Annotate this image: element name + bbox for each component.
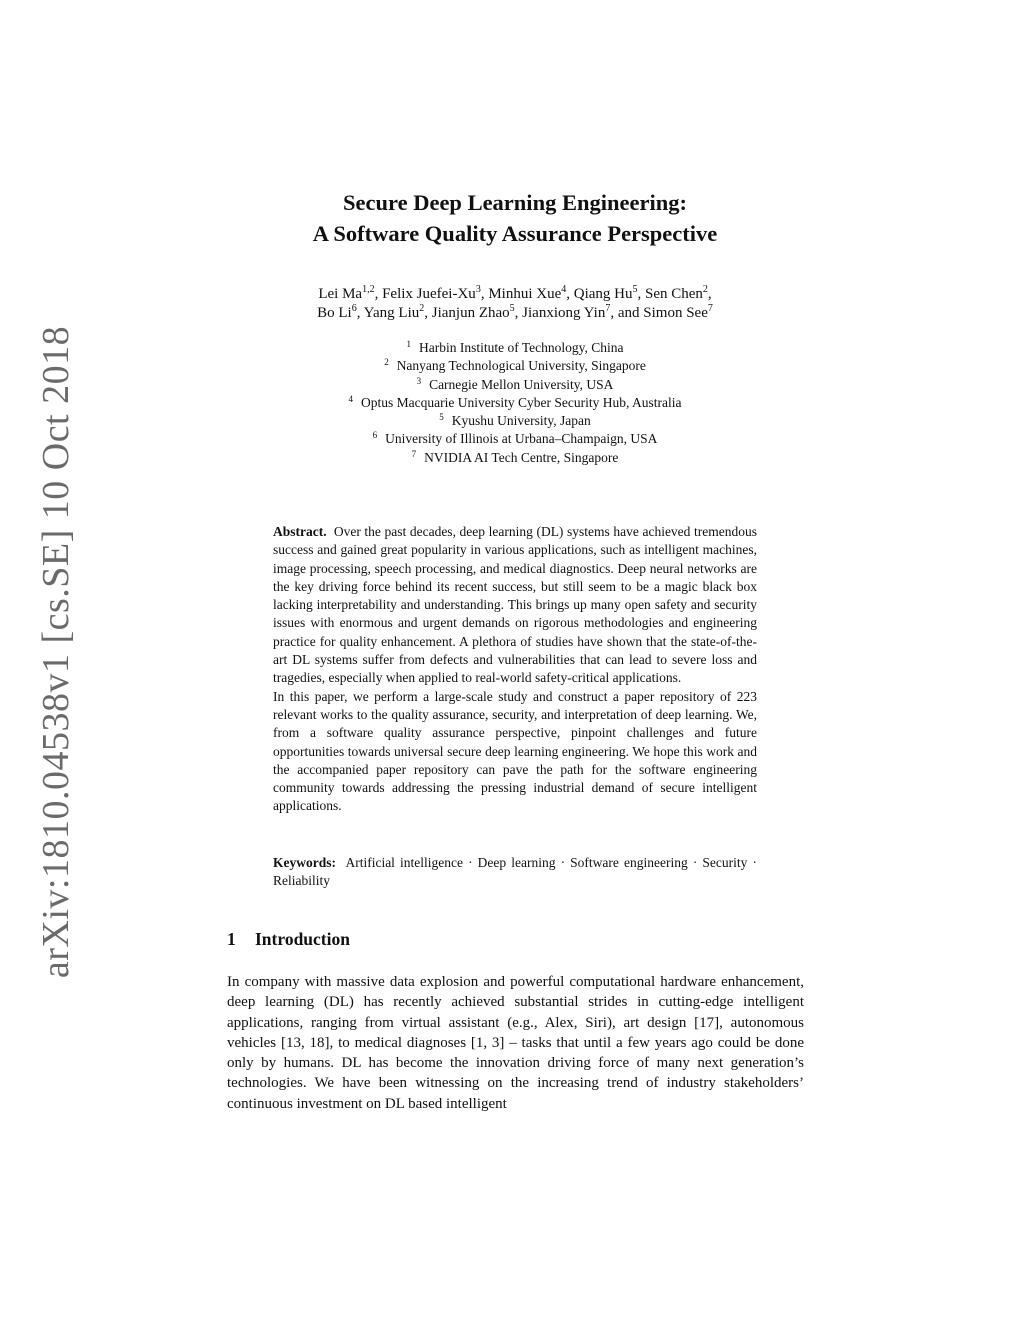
author-separator: , [514, 305, 523, 321]
abstract-paragraph-2: In this paper, we perform a large-scale study and construct a paper repository of 223 relevant works to the quality assurance, security, and interpretation of deep learning. We, from a software quality assurance perspective, pinpoint challenges and future opportunities towards universal secure deep learning engineering. We hope this work and the accompanied paper repository can pave the path for the software engineering community towards addressing the pressing industrial demand of secure intelligent applications. [273, 688, 757, 814]
keywords [273, 854, 757, 891]
affiliation-item [200, 412, 830, 430]
affiliation-list [200, 339, 830, 467]
affiliation-text: Optus Macquarie University Cyber Security Hub, Australia [360, 394, 682, 410]
author-separator: , [424, 305, 432, 321]
abstract-paragraph-1 [273, 523, 757, 688]
author-list-line-1 [200, 284, 830, 304]
affiliation-number: 7 [411, 448, 417, 459]
author-name: Bo Li [317, 305, 352, 321]
affiliation-item [200, 449, 830, 467]
author-name: Felix Juefei-Xu [382, 286, 476, 302]
affiliation-text: NVIDIA AI Tech Centre, Singapore [424, 449, 619, 465]
affiliation-item [200, 430, 830, 448]
section-number: 1 [227, 929, 236, 949]
author-affiliation-marker: 4 [561, 284, 567, 295]
author-separator: , [707, 286, 712, 302]
author-name: Lei Ma [318, 286, 363, 302]
affiliation-number: 3 [416, 375, 422, 386]
author-affiliation-marker: 2 [702, 284, 708, 295]
affiliation-number: 4 [348, 393, 353, 404]
author-affiliation-marker: 5 [509, 303, 515, 314]
paper-title-line-1: Secure Deep Learning Engineering: [343, 190, 687, 215]
author-affiliation-marker: 2 [419, 303, 425, 314]
introduction-body [227, 972, 804, 1114]
author-name: Minhui Xue [488, 286, 562, 302]
author-affiliation-marker: 7 [605, 303, 611, 314]
affiliation-text: Nanyang Technological University, Singapore [396, 358, 646, 374]
author-separator: , [637, 286, 645, 302]
affiliation-item [200, 394, 830, 412]
affiliation-item [200, 376, 830, 394]
affiliation-text: Carnegie Mellon University, USA [429, 376, 614, 392]
author-name: Jianxiong Yin [522, 305, 606, 321]
author-separator: , [356, 305, 364, 321]
arxiv-identifier-stamp: arXiv:1810.04538v1 [cs.SE] 10 Oct 2018 [35, 325, 77, 979]
author-name: Qiang Hu [573, 286, 633, 302]
abstract [273, 523, 757, 816]
introduction-paragraph: In company with massive data explosion and powerful computational hardware enhancement, deep learning (DL) has recently achieved substantial strides in cutting-edge intelligent applications, ranging from virtual assistant (e.g., Alex, Siri), art design [17], autonomous vehicles [13, 18], to medical diagnoses [1, 3] – tasks that until a few years ago could be done only by humans. DL has become the innovation driving force of many next generation’s technologies. We have been witnessing on the increasing trend of industry stakeholders’ continuous investment on DL based intelligent [227, 974, 804, 1112]
author-separator: , [610, 305, 618, 321]
author-name: Jianjun Zhao [431, 305, 510, 321]
abstract-label: Abstract. [273, 524, 327, 539]
affiliation-item [200, 339, 830, 357]
paper-title-line-2: A Software Quality Assurance Perspective [312, 221, 718, 246]
affiliation-number: 2 [384, 357, 389, 368]
keywords-label: Keywords: [273, 855, 336, 870]
affiliation-number: 1 [406, 339, 411, 349]
author-affiliation-marker: 1,2 [362, 284, 375, 295]
author-separator: , [374, 286, 383, 302]
affiliation-text: University of Illinois at Urbana–Champaign, USA [385, 431, 658, 447]
affiliation-number: 6 [372, 430, 378, 441]
author-name: and Simon See [617, 305, 708, 321]
affiliation-text: Harbin Institute of Technology, China [418, 340, 624, 355]
author-affiliation-marker: 5 [632, 284, 638, 295]
author-affiliation-marker: 6 [351, 303, 357, 314]
section-heading-introduction [227, 926, 350, 952]
author-name: Yang Liu [363, 305, 420, 321]
author-name: Sen Chen [644, 286, 703, 302]
author-list-line-2 [200, 303, 830, 323]
author-separator: , [480, 286, 489, 302]
keywords-text: Artificial intelligence · Deep learning · Software engineering · Security · Reliability [273, 855, 757, 889]
author-separator: , [566, 286, 574, 302]
affiliation-number: 5 [439, 412, 444, 423]
affiliation-item [200, 357, 830, 375]
author-affiliation-marker: 3 [475, 284, 481, 295]
affiliation-text: Kyushu University, Japan [451, 413, 591, 429]
author-affiliation-marker: 7 [707, 303, 713, 314]
abstract-text-1: Over the past decades, deep learning (DL) systems have achieved tremendous success and gained great popularity in various applications, such as intelligent machines, image processing, speech processing, and medical diagnostics. Deep neural networks are the key driving force behind its recent success, but still seem to be a magic black box lacking interpretability and understanding. This brings up many open safety and security issues with enormous and urgent demands on rigorous methodologies and engineering practice for quality enhancement. A plethora of studies have shown that the state-of-the-art DL systems suffer from defects and vulnerabilities that can lead to severe loss and tragedies, especially when applied to real-world safety-critical applications. [273, 524, 758, 686]
section-title: Introduction [255, 929, 350, 949]
